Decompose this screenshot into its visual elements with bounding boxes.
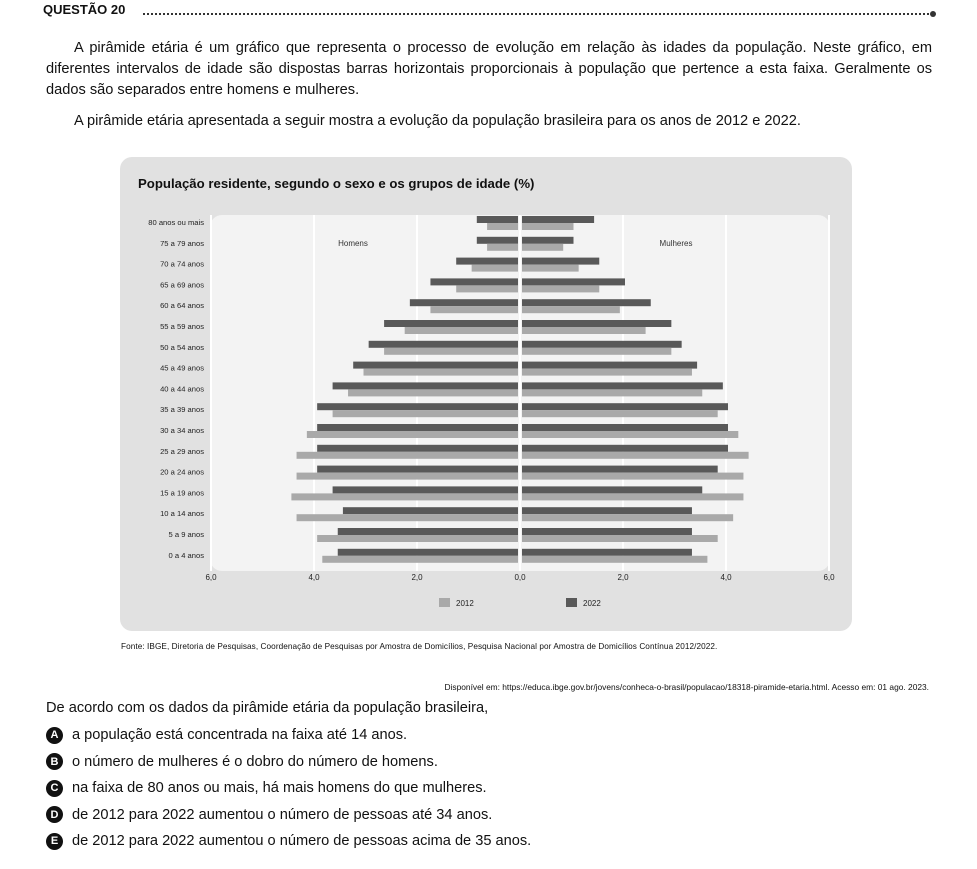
context-paragraph: A pirâmide etária apresentada a seguir mostra a evolução da população brasileira para os anos de 2012 e 2022. [74, 113, 801, 129]
availability-note: Disponível em: https://educa.ibge.gov.br/jovens/conheca-o-brasil/populacao/18318-piramide-etaria.html. Acesso em: 01 ago. 2023. [444, 682, 929, 692]
bar-homens-2022-10 [317, 424, 518, 431]
age-label-14: 10 a 14 anos [160, 509, 204, 519]
bar-mulheres-2022-5 [522, 320, 671, 327]
bar-mulheres-2022-12 [522, 466, 718, 473]
x-tick-0: 6,0 [205, 573, 217, 582]
x-tick-5: 4,0 [720, 573, 732, 582]
bar-mulheres-2012-3 [522, 285, 599, 292]
bar-homens-2012-10 [307, 431, 518, 438]
x-tick-1: 4,0 [308, 573, 320, 582]
age-label-12: 20 a 24 anos [160, 467, 204, 477]
bar-homens-2012-7 [364, 369, 519, 376]
option-e-letter: E [46, 833, 63, 850]
bar-homens-2012-9 [333, 410, 518, 417]
question-header [43, 2, 933, 24]
x-tick-3: 0,0 [514, 573, 526, 582]
bar-mulheres-2012-9 [522, 410, 718, 417]
bar-mulheres-2022-16 [522, 549, 692, 556]
bar-mulheres-2012-16 [522, 556, 707, 563]
bar-homens-2012-14 [297, 514, 518, 521]
bar-mulheres-2012-4 [522, 306, 620, 313]
bar-homens-2022-11 [317, 445, 518, 452]
bar-homens-2012-8 [348, 389, 518, 396]
bar-homens-2022-1 [477, 237, 518, 244]
legend-swatch-2022 [566, 598, 577, 607]
header-dotted-rule [143, 13, 933, 15]
bar-mulheres-2012-7 [522, 369, 692, 376]
option-a-letter: A [46, 727, 63, 744]
bar-homens-2022-14 [343, 507, 518, 514]
legend-label-2022: 2022 [583, 599, 601, 608]
option-a[interactable] [46, 722, 531, 749]
bar-homens-2022-16 [338, 549, 518, 556]
age-label-0: 80 anos ou mais [148, 218, 204, 227]
legend-swatch-2012 [439, 598, 450, 607]
bar-homens-2012-15 [317, 535, 518, 542]
bar-homens-2022-13 [333, 486, 518, 493]
bar-homens-2022-4 [410, 299, 518, 306]
option-e[interactable] [46, 828, 531, 855]
option-c[interactable] [46, 775, 531, 802]
age-label-5: 55 a 59 anos [160, 322, 204, 331]
bar-homens-2022-5 [384, 320, 518, 327]
option-d-letter: D [46, 806, 63, 823]
bar-homens-2012-16 [322, 556, 518, 563]
chart-title: População residente, segundo o sexo e os grupos de idade (%) [138, 176, 535, 191]
bar-homens-2022-6 [369, 341, 518, 348]
option-a-text: a população está concentrada na faixa até 14 anos. [72, 727, 408, 744]
option-c-letter: C [46, 780, 63, 797]
bar-mulheres-2022-0 [522, 216, 594, 223]
age-label-2: 70 a 74 anos [160, 259, 204, 269]
bar-mulheres-2012-2 [522, 265, 579, 272]
bar-homens-2012-12 [297, 473, 518, 480]
bar-mulheres-2012-5 [522, 327, 646, 334]
bar-mulheres-2022-1 [522, 237, 574, 244]
pyramid-plot [120, 157, 852, 631]
bar-homens-2022-9 [317, 403, 518, 410]
bar-mulheres-2012-14 [522, 514, 733, 521]
age-label-15: 5 a 9 anos [168, 530, 204, 539]
bar-mulheres-2012-8 [522, 389, 702, 396]
bar-mulheres-2022-2 [522, 258, 599, 265]
bar-mulheres-2012-10 [522, 431, 738, 438]
bar-mulheres-2022-15 [522, 528, 692, 535]
mulheres-label: Mulheres [659, 239, 693, 248]
bar-mulheres-2012-15 [522, 535, 718, 542]
age-label-10: 30 a 34 anos [160, 426, 204, 435]
age-label-6: 50 a 54 anos [160, 342, 204, 352]
bar-mulheres-2022-13 [522, 486, 702, 493]
bar-mulheres-2022-9 [522, 403, 728, 410]
bar-homens-2012-11 [297, 452, 518, 459]
bar-mulheres-2022-10 [522, 424, 728, 431]
bar-homens-2022-2 [456, 258, 518, 265]
bar-homens-2012-4 [430, 306, 518, 313]
age-label-1: 75 a 79 anos [160, 238, 204, 248]
option-d[interactable] [46, 802, 531, 829]
age-label-8: 40 a 44 anos [160, 384, 204, 394]
homens-label: Homens [338, 239, 368, 248]
answer-options [46, 722, 531, 855]
bar-homens-2012-13 [291, 493, 518, 500]
option-c-text: na faixa de 80 anos ou mais, há mais homens do que mulheres. [72, 780, 487, 797]
bar-mulheres-2022-7 [522, 362, 697, 369]
bar-mulheres-2022-14 [522, 507, 692, 514]
bar-mulheres-2012-11 [522, 452, 749, 459]
bar-mulheres-2012-12 [522, 473, 743, 480]
bar-mulheres-2012-1 [522, 244, 563, 251]
bar-homens-2022-3 [430, 278, 518, 285]
option-b-letter: B [46, 753, 63, 770]
question-stem: De acordo com os dados da pirâmide etária da população brasileira, [46, 700, 489, 716]
option-b[interactable] [46, 749, 531, 776]
age-label-7: 45 a 49 anos [160, 363, 204, 373]
age-label-9: 35 a 39 anos [160, 405, 204, 415]
intro-paragraph: A pirâmide etária é um gráfico que representa o processo de evolução em relação às idades da população. Neste gráfico, em diferentes intervalos de idade são dispostas barras horizontais proporcionais à população que pertence a esta faixa. Geralmente os dados são separados entre homens e mulheres. [46, 40, 932, 98]
option-d-text: de 2012 para 2022 aumentou o número de pessoas até 34 anos. [72, 806, 493, 823]
bar-homens-2012-0 [487, 223, 518, 230]
bar-homens-2022-15 [338, 528, 518, 535]
bar-homens-2022-8 [333, 382, 518, 389]
bar-mulheres-2022-6 [522, 341, 682, 348]
bar-mulheres-2022-11 [522, 445, 728, 452]
x-tick-4: 2,0 [617, 573, 629, 582]
bar-homens-2022-0 [477, 216, 518, 223]
option-e-text: de 2012 para 2022 aumentou o número de pessoas acima de 35 anos. [72, 833, 532, 850]
x-tick-6: 6,0 [823, 573, 835, 582]
chart-source: Fonte: IBGE, Diretoria de Pesquisas, Coordenação de Pesquisas por Amostra de Domicílios, Pesquisa Nacional por Amostra de Domicílios Contínua 2012/2022. [121, 642, 718, 651]
question-title: QUESTÃO 20 [43, 2, 133, 17]
age-label-13: 15 a 19 anos [160, 488, 204, 498]
age-label-16: 0 a 4 anos [168, 550, 204, 560]
bar-mulheres-2012-6 [522, 348, 671, 355]
bar-mulheres-2012-13 [522, 493, 743, 500]
population-pyramid-chart [120, 157, 852, 631]
legend-label-2012: 2012 [456, 599, 474, 608]
bar-homens-2012-3 [456, 285, 518, 292]
bar-mulheres-2022-4 [522, 299, 651, 306]
bar-mulheres-2022-3 [522, 278, 625, 285]
bar-homens-2012-5 [405, 327, 518, 334]
bar-homens-2012-6 [384, 348, 518, 355]
option-b-text: o número de mulheres é o dobro do número de homens. [72, 753, 438, 770]
bar-homens-2012-2 [472, 265, 518, 272]
bar-mulheres-2012-0 [522, 223, 574, 230]
age-label-3: 65 a 69 anos [160, 280, 204, 290]
x-tick-2: 2,0 [411, 573, 423, 582]
age-label-11: 25 a 29 anos [160, 446, 204, 456]
age-label-4: 60 a 64 anos [160, 301, 204, 311]
bar-mulheres-2022-8 [522, 382, 723, 389]
bar-homens-2022-12 [317, 466, 518, 473]
bar-homens-2012-1 [487, 244, 518, 251]
bar-homens-2022-7 [353, 362, 518, 369]
